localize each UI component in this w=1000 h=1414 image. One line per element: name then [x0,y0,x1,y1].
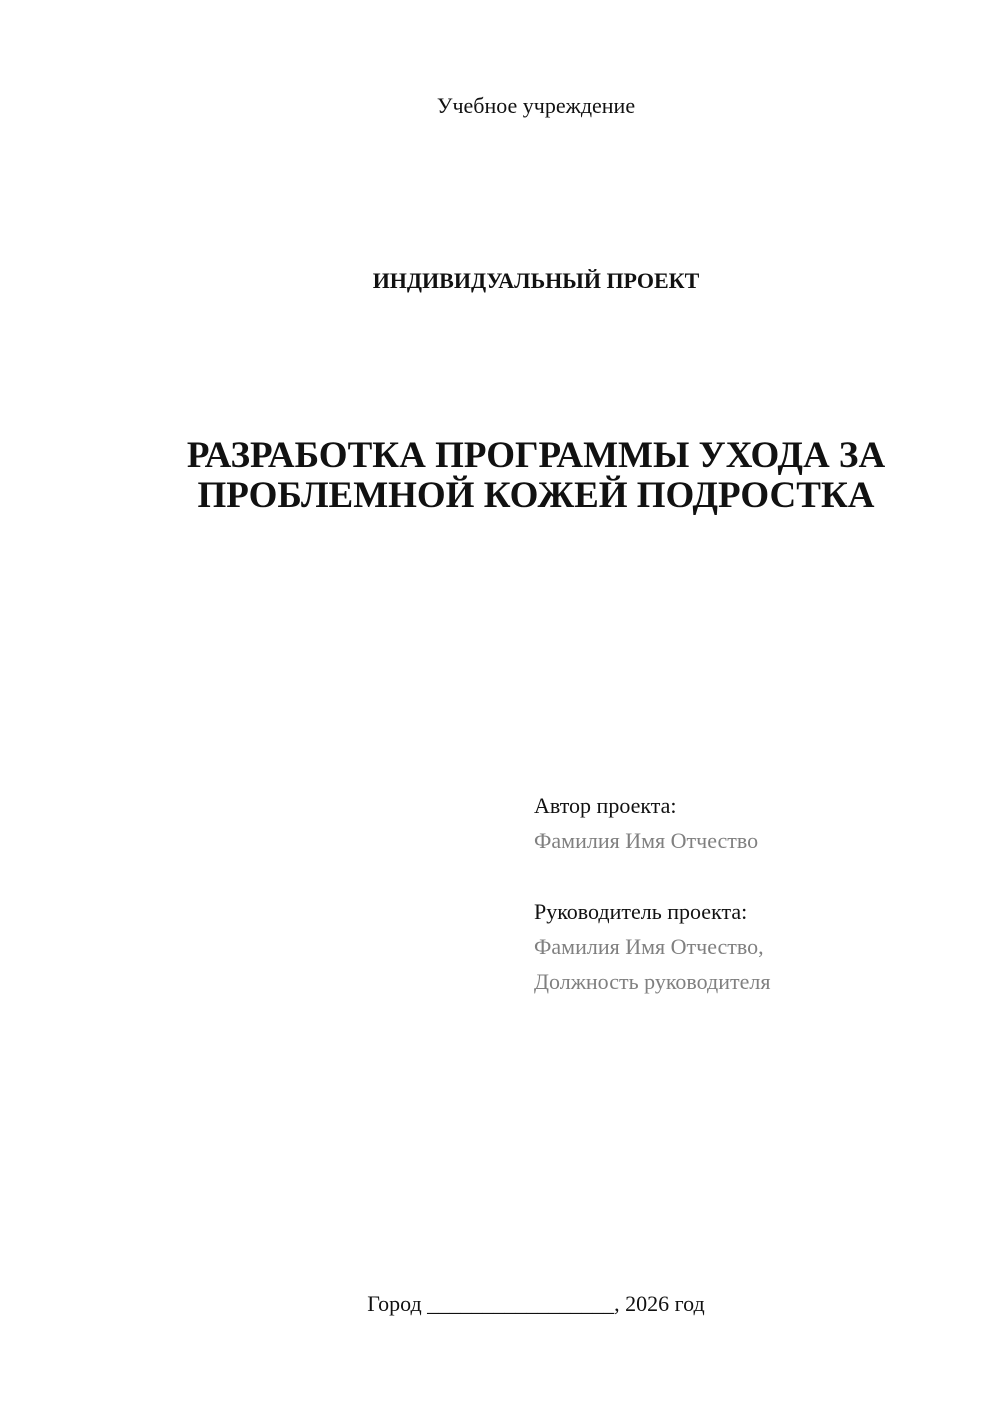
institution-name: Учебное учреждение [436,93,636,118]
city-year-line: Город _________________, 2026 год [367,1291,705,1316]
supervisor-name: Фамилия Имя Отчество, [534,934,764,959]
author-name: Фамилия Имя Отчество [534,828,759,853]
project-type-heading: ИНДИВИДУАЛЬНЫЙ ПРОЕКТ [372,268,700,293]
author-label: Автор проекта: [534,793,677,818]
project-title-line-1: РАЗРАБОТКА ПРОГРАММЫ УХОДА ЗА [186,435,886,476]
project-credits [534,788,974,999]
supervisor-position: Должность руководителя [534,969,771,994]
project-title [0,436,1000,516]
credits-spacer [534,858,974,894]
project-title-line-2: ПРОБЛЕМНОЙ КОЖЕЙ ПОДРОСТКА [197,475,875,516]
supervisor-label: Руководитель проекта: [534,899,748,924]
